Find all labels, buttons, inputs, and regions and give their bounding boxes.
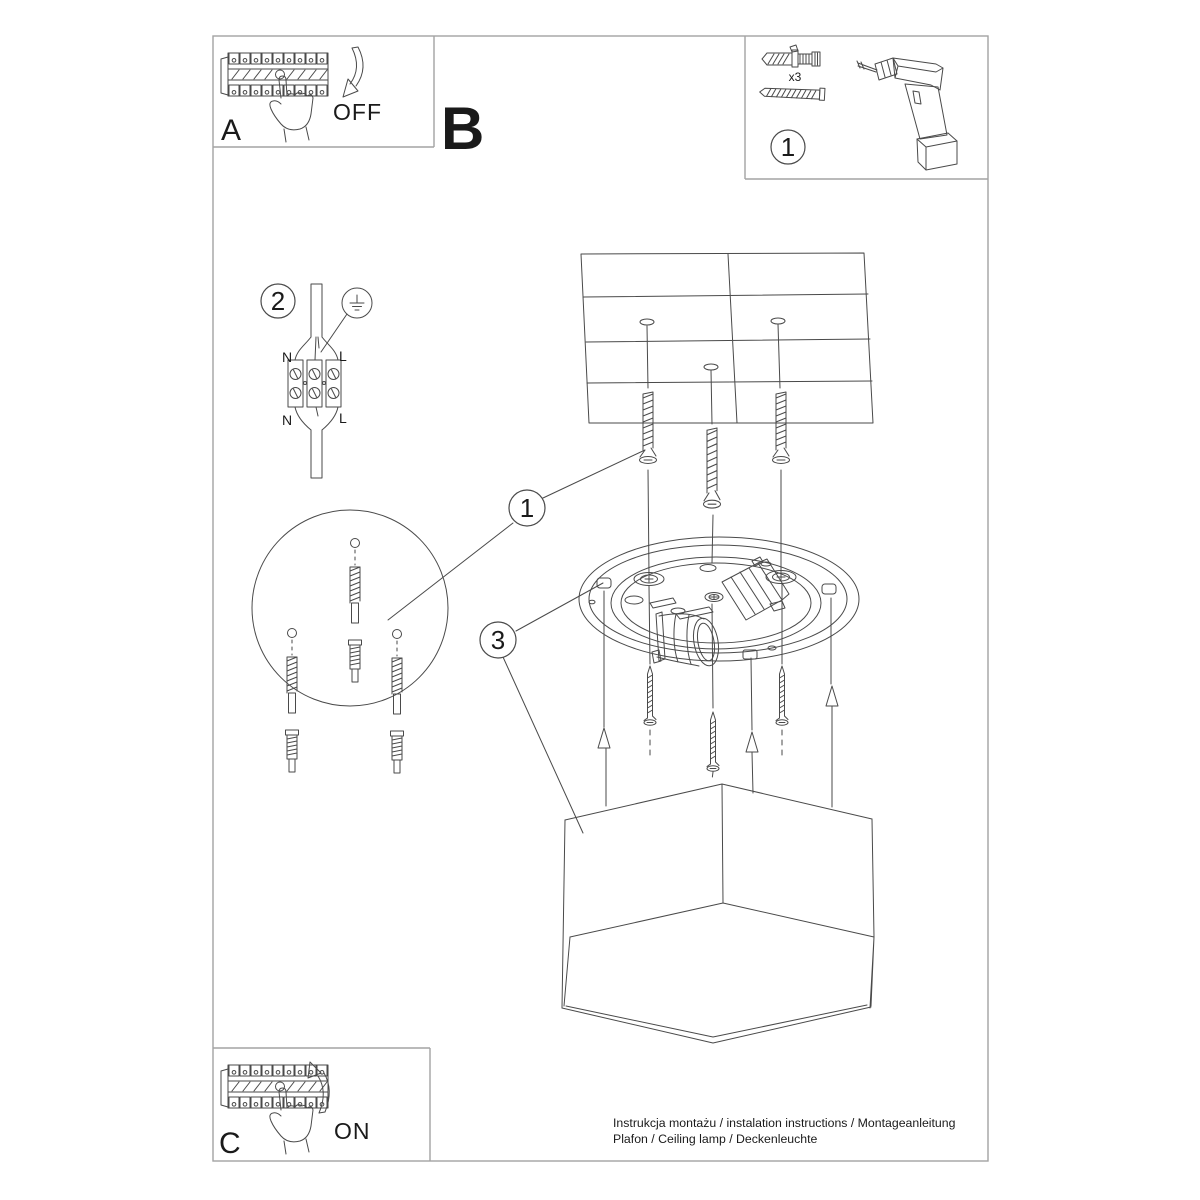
ceiling-panel: [581, 253, 873, 423]
pointing-hand-icon: [270, 76, 313, 142]
assembly-guides: [598, 584, 838, 807]
supply-cable: [295, 284, 338, 360]
anchor-detail-view: [252, 510, 448, 773]
callout-1-number: 1: [519, 493, 535, 523]
hex-shade: [562, 784, 874, 1043]
terminal-block: [288, 360, 341, 407]
footer-line-2: Plafon / Ceiling lamp / Deckenleuchte: [613, 1132, 818, 1146]
fixture-cable: [295, 407, 338, 478]
anchor-qty-label: x3: [788, 70, 802, 84]
up-arrow-icon: [746, 732, 758, 752]
pointing-hand-icon: [270, 1088, 313, 1154]
off-label: OFF: [333, 99, 382, 125]
ground-symbol-icon: [321, 288, 372, 352]
step-b-label: B: [441, 95, 485, 162]
callout-3: [480, 583, 603, 833]
canopy-plate: [579, 537, 859, 668]
step-c-label: C: [219, 1127, 241, 1160]
label-l-top: L: [339, 348, 347, 364]
footer-line-1: Instrukcja montażu / instalation instructions / Montageanleitung: [613, 1116, 956, 1130]
wiring-badge-number: 2: [270, 286, 286, 316]
callout-3-number: 3: [490, 625, 506, 655]
label-n-bottom: N: [282, 412, 293, 428]
plate-center-screw: [705, 593, 723, 602]
parts-badge-number: 1: [780, 132, 796, 162]
drill-icon: [857, 58, 957, 170]
callout-1: [388, 450, 645, 620]
arrow-down-icon: [343, 47, 363, 97]
side-tab-left: [597, 578, 611, 588]
up-arrow-icon: [598, 728, 610, 748]
step-a-power-off: [221, 47, 363, 142]
on-label: ON: [334, 1118, 371, 1144]
exploded-view: [562, 253, 874, 1043]
label-l-bottom: L: [339, 410, 347, 426]
wall-plug-icon: [762, 45, 820, 67]
breaker-panel-icon: [221, 53, 328, 96]
screw-icon: [759, 85, 825, 100]
step-a-label: A: [221, 114, 242, 147]
up-arrow-icon: [826, 686, 838, 706]
breaker-panel-icon: [221, 1065, 328, 1108]
label-n-top: N: [282, 349, 293, 365]
side-tab-right: [822, 584, 836, 594]
